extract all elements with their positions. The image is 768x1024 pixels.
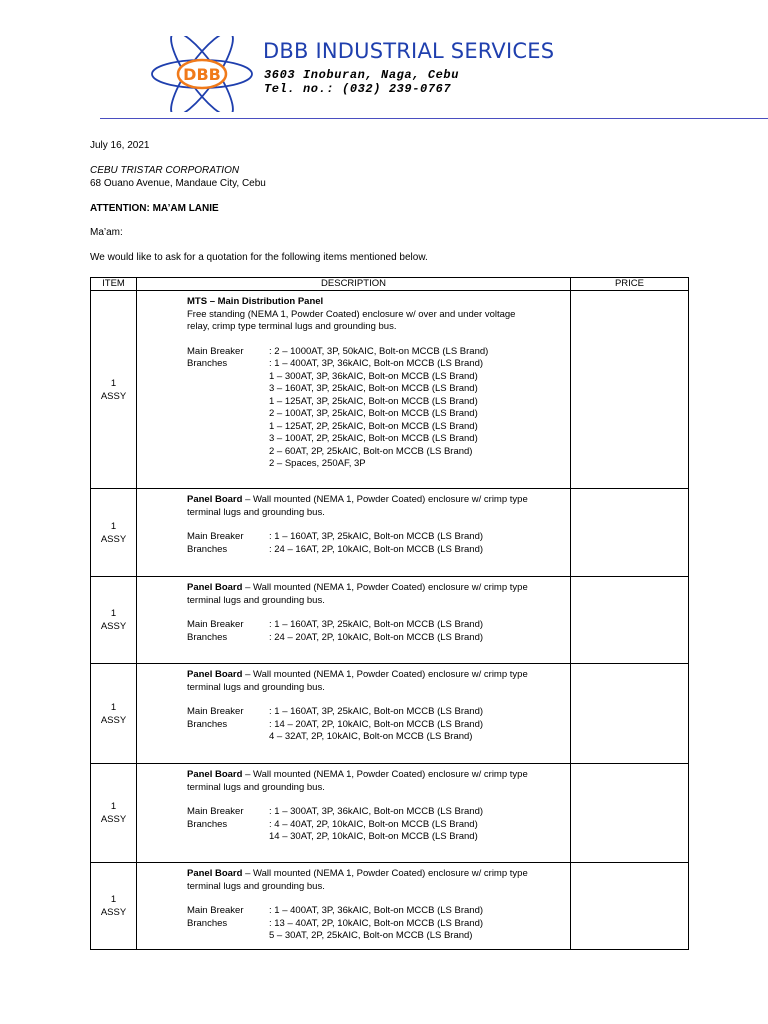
branches-value: : 24 – 20AT, 2P, 10kAIC, Bolt-on MCCB (LS Brand) — [269, 631, 484, 643]
header-item: ITEM — [91, 278, 137, 291]
table-row — [91, 489, 689, 577]
breaker-spec — [187, 619, 566, 644]
item-cell — [91, 489, 137, 577]
breaker-spec — [187, 905, 566, 943]
logo-text: DBB — [183, 65, 221, 84]
description-cell — [137, 764, 571, 863]
branches-value: : 1 – 400AT, 3P, 36kAIC, Bolt-on MCCB (LS Brand) — [269, 358, 484, 369]
item-title-bold: MTS – Main Distribution Panel — [187, 296, 324, 307]
price-cell — [571, 764, 689, 863]
branches-label: Branches — [187, 718, 228, 730]
main-breaker-label: Main Breaker — [187, 345, 244, 357]
branch-line: 2 – 60AT, 2P, 25kAIC, Bolt-on MCCB (LS Brand) — [269, 445, 473, 457]
branch-line: 1 – 125AT, 3P, 25kAIC, Bolt-on MCCB (LS Brand) — [269, 395, 478, 407]
main-breaker-value: : 1 – 400AT, 3P, 36kAIC, Bolt-on MCCB (LS Brand) — [269, 905, 484, 916]
letter-date: July 16, 2021 — [90, 140, 150, 151]
main-breaker-label: Main Breaker — [187, 619, 244, 630]
item-unit: ASSY — [100, 714, 127, 726]
table-row — [91, 291, 689, 489]
description-line: terminal lugs and grounding bus. — [187, 506, 325, 518]
item-unit: ASSY — [100, 621, 127, 632]
main-breaker-label: Main Breaker — [187, 706, 244, 717]
item-title-bold: Panel Board — [187, 494, 243, 505]
item-cell — [91, 664, 137, 764]
description-line: terminal lugs and grounding bus. — [187, 594, 325, 606]
branch-line: 5 – 30AT, 2P, 25kAIC, Bolt-on MCCB (LS Brand) — [269, 930, 473, 941]
letterhead — [0, 0, 768, 120]
item-title — [187, 669, 566, 682]
branch-line: 14 – 30AT, 2P, 10kAIC, Bolt-on MCCB (LS Brand) — [269, 831, 478, 842]
description-cell — [137, 291, 571, 489]
breaker-spec — [187, 346, 566, 471]
item-unit: ASSY — [100, 533, 127, 545]
main-breaker-label: Main Breaker — [187, 531, 244, 542]
branches-label: Branches — [187, 543, 228, 555]
salutation: Ma’am: — [90, 227, 123, 238]
table-row — [91, 577, 689, 664]
item-title-bold: Panel Board — [187, 769, 243, 780]
item-qty: 1 — [110, 520, 117, 532]
price-cell — [571, 863, 689, 950]
item-cell — [91, 764, 137, 863]
branches-label: Branches — [187, 917, 228, 929]
header-description: DESCRIPTION — [137, 278, 571, 291]
branches-value: : 24 – 16AT, 2P, 10kAIC, Bolt-on MCCB (LS Brand) — [269, 543, 484, 555]
item-cell — [91, 863, 137, 950]
company-tel: Tel. no.: (032) 239-0767 — [264, 82, 452, 96]
item-cell — [91, 291, 137, 489]
description-cell — [137, 664, 571, 764]
branches-label: Branches — [187, 631, 228, 643]
item-qty: 1 — [110, 701, 117, 713]
branches-label: Branches — [187, 358, 228, 369]
price-cell — [571, 291, 689, 489]
item-qty: 1 — [110, 894, 117, 905]
attention-line: ATTENTION: MA’AM LANIE — [90, 203, 219, 214]
item-title-rest: – Wall mounted (NEMA 1, Powder Coated) enclosure w/ crimp type — [242, 868, 528, 879]
table-header-row — [91, 278, 689, 291]
main-breaker-label: Main Breaker — [187, 905, 244, 916]
branch-line: 2 – Spaces, 250AF, 3P — [269, 458, 366, 469]
description-line: relay, crimp type terminal lugs and grounding bus. — [187, 321, 397, 332]
breaker-spec — [187, 806, 566, 844]
header-price: PRICE — [571, 278, 689, 291]
main-breaker-label: Main Breaker — [187, 806, 244, 817]
table-row — [91, 764, 689, 863]
branch-line: 3 – 100AT, 2P, 25kAIC, Bolt-on MCCB (LS Brand) — [269, 433, 478, 444]
branches-label: Branches — [187, 818, 228, 830]
description-cell — [137, 577, 571, 664]
branches-value: : 4 – 40AT, 2P, 10kAIC, Bolt-on MCCB (LS Brand) — [269, 818, 478, 830]
item-cell — [91, 577, 137, 664]
item-title — [187, 769, 566, 782]
item-title — [187, 582, 566, 595]
company-name: DBB INDUSTRIAL SERVICES — [263, 39, 555, 63]
item-title — [187, 296, 566, 309]
main-breaker-value: : 1 – 160AT, 3P, 25kAIC, Bolt-on MCCB (LS Brand) — [269, 619, 484, 630]
item-title-bold: Panel Board — [187, 868, 243, 879]
item-unit: ASSY — [100, 390, 127, 402]
item-title — [187, 868, 566, 881]
branch-line: 3 – 160AT, 3P, 25kAIC, Bolt-on MCCB (LS Brand) — [269, 383, 478, 394]
main-breaker-value: : 1 – 300AT, 3P, 36kAIC, Bolt-on MCCB (LS Brand) — [269, 806, 484, 817]
atom-logo-icon — [150, 36, 254, 112]
price-cell — [571, 577, 689, 664]
description-line: terminal lugs and grounding bus. — [187, 880, 325, 892]
price-cell — [571, 489, 689, 577]
description-cell — [137, 489, 571, 577]
branch-line: 1 – 300AT, 3P, 36kAIC, Bolt-on MCCB (LS Brand) — [269, 370, 478, 382]
breaker-spec — [187, 531, 566, 556]
item-qty: 1 — [110, 377, 117, 389]
item-qty: 1 — [110, 801, 117, 812]
description-line: Free standing (NEMA 1, Powder Coated) enclosure w/ over and under voltage — [187, 308, 516, 320]
main-breaker-value: : 1 – 160AT, 3P, 25kAIC, Bolt-on MCCB (LS Brand) — [269, 706, 484, 717]
item-title-rest: – Wall mounted (NEMA 1, Powder Coated) enclosure w/ crimp type — [242, 669, 528, 680]
price-cell — [571, 664, 689, 764]
branch-line: 4 – 32AT, 2P, 10kAIC, Bolt-on MCCB (LS Brand) — [269, 731, 473, 742]
item-title-bold: Panel Board — [187, 582, 243, 593]
branch-line: 1 – 125AT, 2P, 25kAIC, Bolt-on MCCB (LS Brand) — [269, 420, 478, 432]
company-address: 3603 Inoburan, Naga, Cebu — [264, 68, 460, 82]
recipient-address: 68 Ouano Avenue, Mandaue City, Cebu — [90, 178, 266, 189]
item-unit: ASSY — [100, 814, 127, 825]
branches-value: : 14 – 20AT, 2P, 10kAIC, Bolt-on MCCB (LS Brand) — [269, 718, 484, 730]
letter-body: We would like to ask for a quotation for the following items mentioned below. — [90, 252, 428, 263]
table-row — [91, 664, 689, 764]
description-line: terminal lugs and grounding bus. — [187, 781, 325, 793]
item-qty: 1 — [110, 608, 117, 619]
breaker-spec — [187, 706, 566, 744]
table-row — [91, 863, 689, 950]
recipient-name: CEBU TRISTAR CORPORATION — [90, 165, 240, 176]
quotation-table — [90, 277, 689, 950]
item-title-rest: – Wall mounted (NEMA 1, Powder Coated) enclosure w/ crimp type — [242, 769, 528, 780]
main-breaker-value: : 2 – 1000AT, 3P, 50kAIC, Bolt-on MCCB (LS Brand) — [269, 345, 489, 357]
main-breaker-value: : 1 – 160AT, 3P, 25kAIC, Bolt-on MCCB (LS Brand) — [269, 531, 484, 542]
branches-value: : 13 – 40AT, 2P, 10kAIC, Bolt-on MCCB (LS Brand) — [269, 917, 484, 929]
branch-line: 2 – 100AT, 3P, 25kAIC, Bolt-on MCCB (LS Brand) — [269, 408, 478, 419]
header-divider — [100, 118, 768, 119]
item-title-rest: – Wall mounted (NEMA 1, Powder Coated) enclosure w/ crimp type — [242, 582, 528, 593]
description-line: terminal lugs and grounding bus. — [187, 681, 325, 693]
item-title — [187, 494, 566, 507]
item-unit: ASSY — [100, 907, 127, 918]
item-title-rest: – Wall mounted (NEMA 1, Powder Coated) enclosure w/ crimp type — [242, 494, 528, 505]
description-cell — [137, 863, 571, 950]
item-title-bold: Panel Board — [187, 669, 243, 680]
